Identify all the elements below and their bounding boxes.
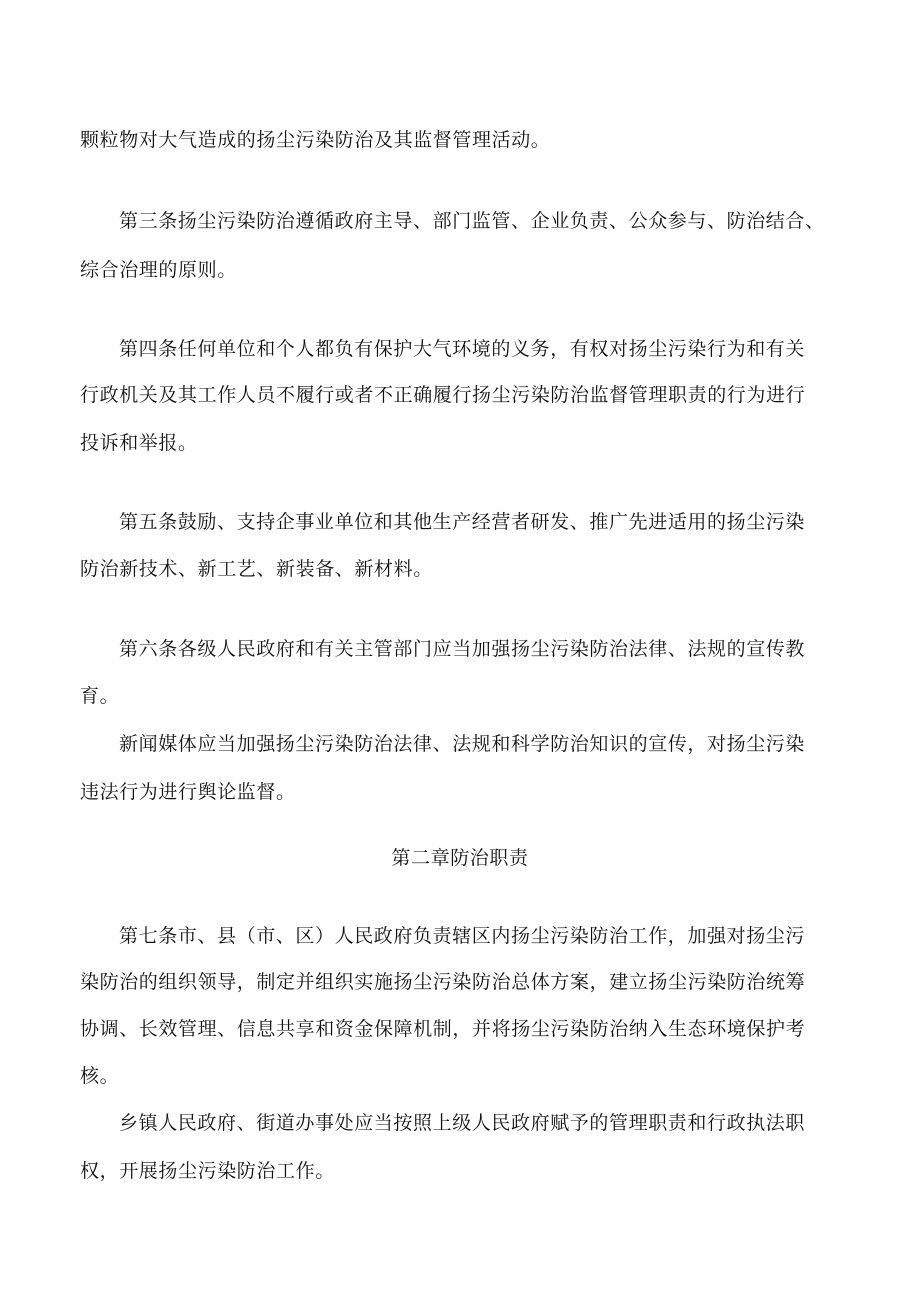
text-line: 协调、长效管理、信息共享和资金保障机制，并将扬尘污染防治纳入生态环境保护考	[80, 1018, 806, 1040]
text-line: 育。	[80, 685, 120, 707]
text-line: 乡镇人民政府、街道办事处应当按照上级人民政府赋予的管理职责和行政执法职	[119, 1112, 806, 1134]
text-line: 颗粒物对大气造成的扬尘污染防治及其监督管理活动。	[80, 129, 551, 151]
text-line: 防治新技术、新工艺、新装备、新材料。	[80, 558, 433, 580]
text-line: 投诉和举报。	[80, 432, 198, 454]
text-line: 第六条各级人民政府和有关主管部门应当加强扬尘污染防治法律、法规的宣传教	[119, 638, 806, 660]
text-line: 权，开展扬尘污染防治工作。	[80, 1160, 335, 1182]
text-line: 核。	[80, 1065, 120, 1087]
text-line: 第四条任何单位和个人都负有保护大气环境的义务，有权对扬尘污染行为和有关	[119, 338, 806, 360]
text-line: 违法行为进行舆论监督。	[80, 781, 296, 803]
text-line: 行政机关及其工作人员不履行或者不正确履行扬尘污染防治监督管理职责的行为进行	[80, 384, 806, 406]
text-line: 染防治的组织领导，制定并组织实施扬尘污染防治总体方案，建立扬尘污染防治统筹	[80, 971, 806, 993]
text-line: 第三条扬尘污染防治遵循政府主导、部门监管、企业负责、公众参与、防治结合、	[119, 210, 825, 232]
chapter-heading: 第二章防治职责	[391, 847, 529, 869]
text-line: 新闻媒体应当加强扬尘污染防治法律、法规和科学防治知识的宣传，对扬尘污染	[119, 733, 806, 755]
text-line: 第七条市、县（市、区）人民政府负责辖区内扬尘污染防治工作，加强对扬尘污	[119, 925, 806, 947]
text-line: 第五条鼓励、支持企事业单位和其他生产经营者研发、推广先进适用的扬尘污染	[119, 511, 806, 533]
text-line: 综合治理的原则。	[80, 259, 237, 281]
